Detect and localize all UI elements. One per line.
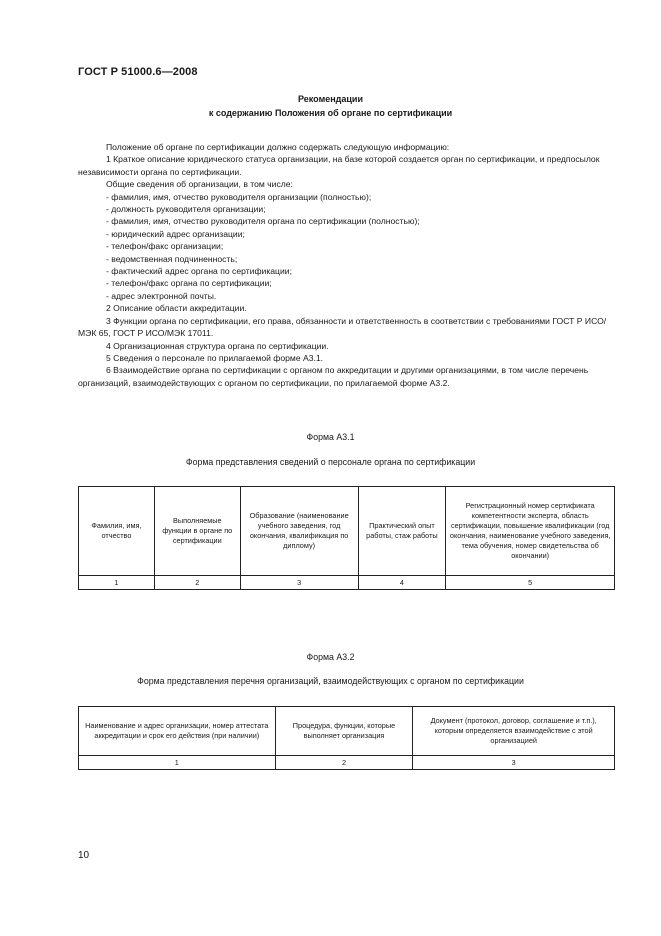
column-number: 1 <box>79 576 155 590</box>
column-number: 2 <box>154 576 240 590</box>
table-header-cell: Процедура, функции, которые выполняет организация <box>275 707 413 756</box>
table-header-cell: Наименование и адрес организации, номер аттестата аккредитации и срок его действия (при наличии) <box>79 707 276 756</box>
paragraph: 1 Краткое описание юридического статуса организации, на базе которой создается орган по сертификации, и предпосылок независимости органа по сертификации. <box>78 154 600 177</box>
table-number-row <box>79 756 615 770</box>
paragraph: 4 Организационная структура органа по сертификации. <box>106 340 329 351</box>
paragraph: 3 Функции органа по сертификации, его права, обязанности и ответственность в соответствии с требованиями ГОСТ Р ИСО/МЭК 65, ГОСТ Р ИСО/МЭК 17011. <box>78 315 607 339</box>
list-item: - фамилия, имя, отчество руководителя органа по сертификации (полностью); <box>106 216 420 227</box>
column-number: 3 <box>240 576 358 590</box>
form1-label: Форма А3.1 <box>306 432 355 442</box>
column-number: 4 <box>358 576 446 590</box>
paragraph: Общие сведения об организации, в том числе: <box>106 179 293 190</box>
list-item: - телефон/факс организации; <box>106 241 224 252</box>
personnel-table <box>78 486 615 590</box>
list-item: - юридический адрес организации; <box>106 228 245 239</box>
page-number: 10 <box>78 850 90 861</box>
body-text <box>78 141 616 389</box>
list-item: - фамилия, имя, отчество руководителя организации (полностью); <box>106 191 372 202</box>
paragraph: 6 Взаимодействие органа по сертификации с органом по аккредитации и другими организациями, в том числе перечень организаций, взаимодействующих с органом по сертификации, по прилагаемой форме А3.2. <box>78 365 589 388</box>
recommendations-subtitle: к содержанию Положения об органе по сертификации <box>208 108 453 118</box>
paragraph: 5 Сведения о персонале по прилагаемой форме А3.1. <box>106 352 324 363</box>
form2-label: Форма А3.2 <box>306 652 355 662</box>
list-item: - должность руководителя организации; <box>106 204 266 215</box>
table-number-row <box>79 576 615 590</box>
list-item: - фактический адрес органа по сертификации; <box>106 266 292 277</box>
list-item: - ведомственная подчиненность; <box>106 253 238 264</box>
column-number: 2 <box>275 756 413 770</box>
paragraph: Положение об органе по сертификации должно содержать следующую информацию: <box>106 142 450 152</box>
table-header-cell: Выполняемые функции в органе по сертификации <box>154 487 240 576</box>
form2-title: Форма представления перечня организаций, взаимодействующих с органом по сертификации <box>137 676 524 686</box>
table-header-cell: Практический опыт работы, стаж работы <box>358 487 446 576</box>
form1-title: Форма представления сведений о персонале органа по сертификации <box>185 457 476 467</box>
table-header-cell: Образование (наименование учебного заведения, год окончания, квалификация по диплому) <box>240 487 358 576</box>
column-number: 3 <box>413 756 615 770</box>
column-number: 5 <box>446 576 615 590</box>
list-item: - адрес электронной почты. <box>106 290 217 301</box>
table-header-row <box>79 487 615 576</box>
table-header-cell: Регистрационный номер сертификата компетентности эксперта, область сертификации, повышение квалификации (год окончания, наименование учебного заведения, тема обучения, номер свидетельства об окончании) <box>446 487 615 576</box>
table-header-row <box>79 707 615 756</box>
table-header-cell: Фамилия, имя, отчество <box>79 487 155 576</box>
document-header: ГОСТ Р 51000.6—2008 <box>78 66 198 78</box>
table-header-cell: Документ (протокол, договор, соглашение и т.п.), которым определяется взаимодействие с этой организацией <box>413 707 615 756</box>
column-number: 1 <box>79 756 276 770</box>
recommendations-title: Рекомендации <box>298 94 363 104</box>
list-item: - телефон/факс органа по сертификации; <box>106 278 272 289</box>
organizations-table <box>78 706 615 770</box>
paragraph: 2 Описание области аккредитации. <box>106 303 247 314</box>
